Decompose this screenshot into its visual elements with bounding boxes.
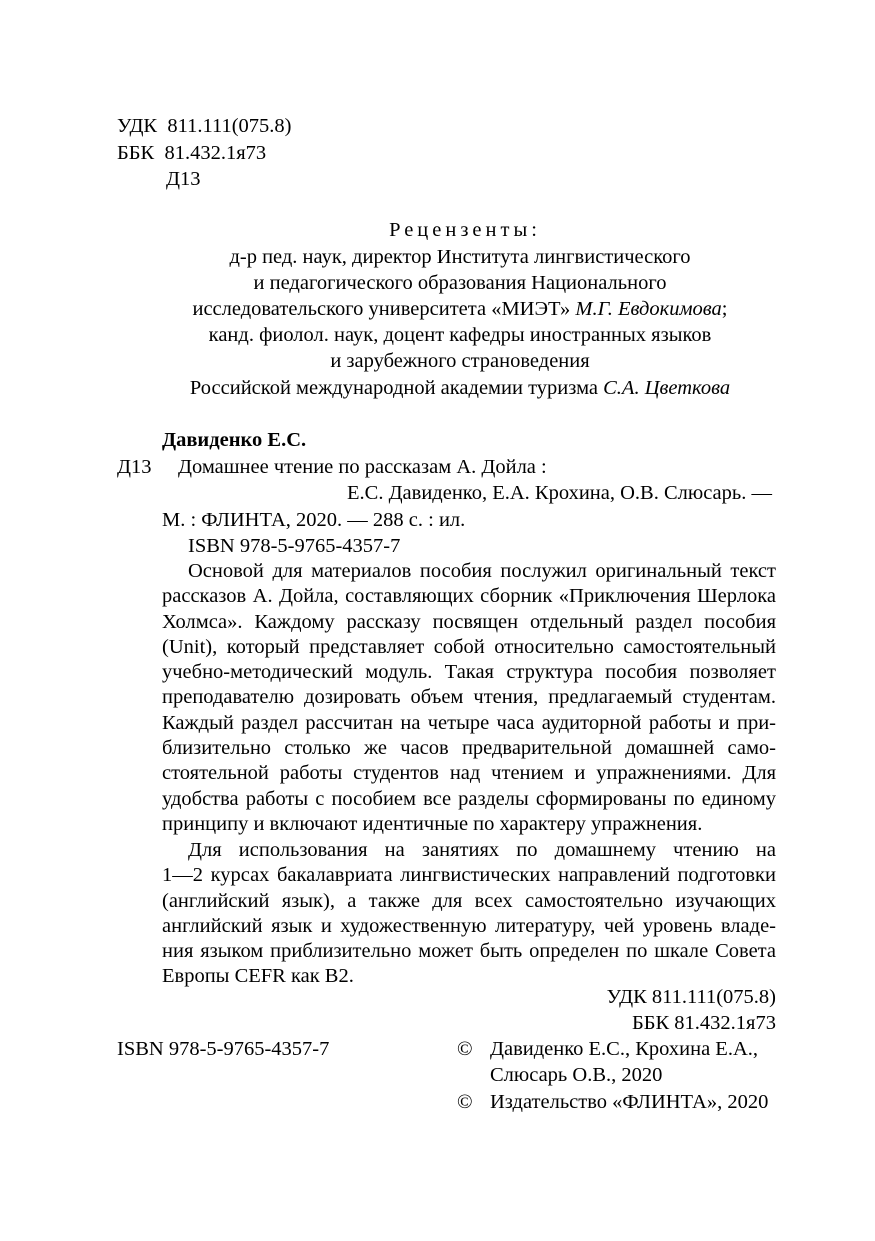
footer-bbk: ББК 81.432.1я73 [631, 1012, 776, 1034]
abstract-line: Основой для материалов пособия послужил оригинальный текст [188, 560, 776, 582]
reviewer-affiliation: Российской международной академии туризма [189, 377, 604, 399]
record-title: Домашнее чтение по рассказам А. Дойла : [178, 456, 547, 478]
abstract-line: английский язык и художественную литературу, чей уровень владе- [162, 914, 776, 937]
abstract-line: (английский язык), а также для всех самостоятельно изучающих [162, 889, 776, 912]
footer-isbn: ISBN 978-5-9765-4357-7 [117, 1038, 330, 1060]
copyright-publisher: Издательство «ФЛИНТА», 2020 [490, 1091, 769, 1113]
footer-udk: УДК 811.111(075.8) [606, 986, 776, 1008]
record-imprint: М. : ФЛИНТА, 2020. — 288 с. : ил. [162, 509, 466, 531]
reviewers-heading: Рецензенты: [389, 219, 541, 241]
bbk-label: ББК [117, 142, 155, 164]
abstract-line: Холмса». Каждому рассказу посвящен отдельный раздел пособия [162, 610, 776, 633]
abstract-line: Европы CEFR как B2. [162, 965, 354, 988]
reviewer-line [80, 376, 840, 401]
reviewer-line: и зарубежного страноведения [330, 350, 590, 372]
abstract-paragraph-1 [162, 559, 776, 837]
copyright-symbol: © [457, 1038, 473, 1060]
reviewer-affiliation: исследовательского университета «МИЭТ» [192, 298, 576, 320]
reviewer-line [80, 297, 840, 322]
abstract-line: стоятельной работы студентов над чтением и упражнениями. Для [162, 762, 776, 785]
record-authors: Е.С. Давиденко, Е.А. Крохина, О.В. Слюсарь. — [347, 482, 772, 504]
abstract-paragraph-2 [162, 838, 776, 990]
abstract-line: удобства работы с пособием все разделы сформированы по единому [162, 787, 776, 810]
abstract-line: ния языком приблизительно может быть определен по шкале Совета [162, 940, 776, 963]
copyright-symbol: © [457, 1091, 473, 1113]
copyright-authors: Давиденко Е.С., Крохина Е.А., [490, 1038, 759, 1060]
abstract-line: преподавателю дозировать объем чтения, предлагаемый студентам. [162, 686, 776, 709]
reviewer-name: М.Г. Евдокимова [575, 298, 722, 320]
reviewer-separator: ; [721, 298, 728, 320]
reviewer-line: и педагогического образования Национального [253, 272, 667, 294]
abstract-line: 1—2 курсах бакалавриата лингвистических направлений подготовки [162, 864, 776, 887]
record-author-heading: Давиденко Е.С. [162, 429, 307, 451]
abstract-line: рассказов А. Дойла, составляющих сборник «Приключения Шерлока [162, 585, 776, 608]
reviewer-name: С.А. Цветкова [603, 377, 731, 399]
reviewer-line: канд. фиолол. наук, доцент кафедры иностранных языков [208, 324, 712, 346]
abstract-line: принципу и включают идентичные по характеру упражнения. [162, 812, 703, 835]
bbk-value: 81.432.1я73 [164, 142, 267, 164]
record-mark: Д13 [117, 456, 152, 478]
reviewer-line: д-р пед. наук, директор Института лингвистического [229, 246, 691, 268]
udk-label: УДК [117, 115, 158, 137]
udk-line [117, 114, 291, 139]
bbk-line [117, 141, 266, 166]
abstract-line: Для использования на занятиях по домашнему чтению на [188, 839, 776, 861]
udk-value: 811.111(075.8) [167, 115, 292, 137]
abstract-line: учебно-методический модуль. Такая структура пособия позволяет [162, 661, 776, 684]
copyright-authors-cont: Слюсарь О.В., 2020 [490, 1064, 663, 1086]
abstract-line: (Unit), который представляет собой относительно самостоятельный [162, 635, 776, 658]
author-mark: Д13 [166, 168, 201, 190]
record-isbn: ISBN 978-5-9765-4357-7 [188, 535, 401, 557]
abstract-line: Каждый раздел рассчитан на четыре часа аудиторной работы и при- [162, 711, 776, 734]
abstract-line: близительно столько же часов предварительной домашней само- [162, 737, 776, 760]
